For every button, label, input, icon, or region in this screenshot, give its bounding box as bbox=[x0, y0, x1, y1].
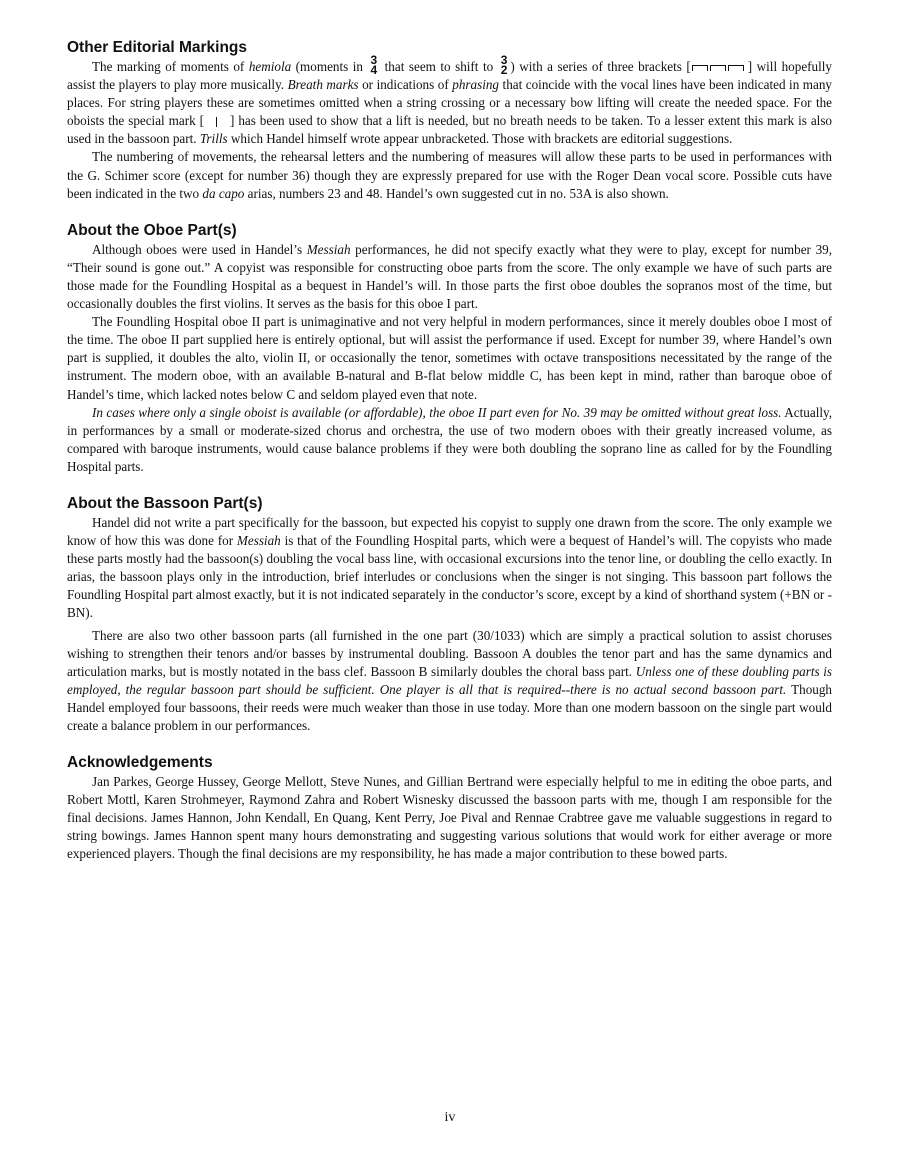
page-content bbox=[67, 38, 832, 882]
page-number: iv bbox=[444, 1110, 456, 1125]
text-run: that coincide with the vocal lines have been indicated in many places. For string players these are sometimes omitted when a string crossing or a necessary bow lifting will create the needed space. For the oboists the special mark [ bbox=[67, 77, 833, 129]
text-run: ) with a series of three brackets [ bbox=[510, 59, 691, 74]
italic-passage: In cases where only a single oboist is available (or affordable), the oboe II part even for No. 39 may be omitted without great loss. bbox=[92, 404, 782, 420]
paragraph bbox=[67, 52, 833, 148]
text-run: ] will hopefully assist the players to play more musically. bbox=[67, 59, 832, 93]
section-editorial-markings bbox=[67, 38, 832, 203]
italic-term: Trills bbox=[199, 131, 228, 147]
text-run: (moments in bbox=[291, 59, 368, 74]
time-signature bbox=[370, 52, 378, 77]
paragraph bbox=[67, 514, 832, 623]
time-signature-top: 3 bbox=[500, 52, 508, 67]
italic-term: hemiola bbox=[248, 59, 292, 74]
paragraph bbox=[67, 404, 832, 476]
text-run: is that of the Foundling Hospital parts, which were a bequest of Handel’s will. The copyists who made these parts mostly had the bassoon(s) doubling the vocal bass line, with occasional excursions into the tenor line, or doubling the cello exactly. In arias, the bassoon plays only in the introduction, brief interludes or conclusions when the singer is not singing. This bassoon part follows the Foundling Hospital part almost exactly, but it is not indicated separately in the conductor’s score, except by a kind of shorthand system (+BN or -BN). bbox=[67, 533, 832, 621]
text-run: performances, he did not specify exactly what they were to play, except for number 39, “Their sound is gone out.” A copyist was responsible for constructing oboe parts from the score. The only example we have of such parts are those made for the Foundling Hospital as a bequest in Handel’s will. In those parts the first oboe doubles the sopranos most of the time, but occasionally doubles the first violins. It serves as the basis for this oboe I part. bbox=[67, 241, 833, 312]
text-run: which Handel himself wrote appear unbracketed. Those with brackets are editorial suggestions. bbox=[227, 131, 733, 147]
text-run: Though Handel employed four bassoons, their reeds were much weaker than those in use today. More than one modern bassoon on the single part would create a balance problem in our performances. bbox=[67, 681, 832, 733]
section-heading: Other Editorial Markings bbox=[67, 39, 248, 56]
italic-term: Breath marks bbox=[287, 77, 359, 93]
hemiola-brackets-icon bbox=[691, 64, 745, 72]
text-run: The marking of moments of bbox=[92, 59, 249, 74]
text-run: that seem to shift to bbox=[380, 59, 498, 74]
italic-term: phrasing bbox=[452, 77, 499, 93]
text-run: There are also two other bassoon parts (all furnished in the one part (30/1033) which are simply a practical solution to assist choruses wishing to strengthen their tenors and/or basses by instrumental doubling. Bassoon A doubles the tenor part and has the same dynamics and articulation marks, but is mostly notated in the bass clef. Bassoon B similarly doubles the choral bass part. bbox=[67, 627, 832, 679]
italic-passage: Unless one of these doubling parts is employed, the regular bassoon part should be sufficient. One player is all that is required--there is no actual second bassoon part. bbox=[67, 663, 832, 697]
time-signature-bottom: 4 bbox=[370, 62, 378, 77]
section-bassoon-parts bbox=[67, 494, 832, 735]
text-run: Handel did not write a part specifically for the bassoon, but expected his copyist to supply one drawn from the score. The only example we know of how this was done for bbox=[67, 514, 832, 549]
section-oboe-parts bbox=[67, 221, 832, 476]
section-acknowledgements bbox=[67, 753, 832, 863]
text-run: or indications of bbox=[358, 77, 453, 93]
paragraph: The Foundling Hospital oboe II part is unimaginative and not very helpful in modern performances, since it merely doubles oboe I most of the time. The oboe II part supplied here is entirely optional, but will assist the performance if used. Except for number 39, where Handel’s own part is supplied, it doubles the alto, violin II, or occasionally the tenor, sometimes with octave transpositions necessitated by the range of the instrument. The modern oboe, with an available B-natural and B-flat below middle C, has been kept in mind, rather than baroque oboe of Handel’s time, which lacked notes below C and seldom played even that note. bbox=[67, 314, 832, 402]
section-heading: About the Bassoon Part(s) bbox=[67, 494, 263, 512]
text-run: Actually, in performances by a small or moderate-sized chorus and orchestra, the use of two modern oboes with their greatly increased volume, as compared with baroque instruments, would cause balance problems if they were both doubling the soprano line as called for by the Foundling Hospital parts. bbox=[67, 404, 832, 474]
italic-term: Messiah bbox=[236, 533, 281, 549]
text-run: arias, numbers 23 and 48. Handel’s own suggested cut in no. 53A is also shown. bbox=[244, 185, 669, 201]
paragraph bbox=[67, 148, 832, 202]
lift-mark-icon bbox=[204, 116, 230, 128]
time-signature-bottom: 2 bbox=[500, 62, 508, 77]
section-heading: Acknowledgements bbox=[67, 754, 213, 772]
time-signature bbox=[500, 52, 508, 77]
text-run: ] has been used to show that a lift is needed, but no breath needs to be taken. To a lesser extent this mark is also used in the bassoon part. bbox=[67, 113, 832, 147]
paragraph bbox=[67, 627, 832, 736]
paragraph bbox=[67, 241, 832, 313]
italic-term: da capo bbox=[202, 185, 245, 201]
text-run: Although oboes were used in Handel’s bbox=[92, 241, 307, 257]
paragraph: Jan Parkes, George Hussey, George Mellott, Steve Nunes, and Gillian Bertrand were especially helpful to me in editing the oboe parts, and Robert Mottl, Karen Strohmeyer, Raymond Zahra and Robert Wisnesky discussed the bassoon parts with me, though I am responsible for the final decisions. James Hannon, John Kendall, En Quang, Kent Perry, Joe Pival and Rennae Crabtree gave me valuable suggestions in regard to string bowings. James Hannon spent many hours demonstrating and suggesting various solutions that would work for either average or more experienced players. Though the final decisions are my responsibility, he has made a major contribution to these bowed parts. bbox=[67, 774, 832, 862]
text-run: The numbering of movements, the rehearsal letters and the numbering of measures will allow these parts to be used in performances with the G. Schimer score (except for number 36) though they are expressly prepared for use with the Roger Dean vocal score. Possible cuts have been indicated in the two bbox=[67, 149, 832, 201]
section-heading: About the Oboe Part(s) bbox=[67, 221, 237, 239]
time-signature-top: 3 bbox=[370, 52, 378, 67]
italic-term: Messiah bbox=[306, 241, 351, 257]
